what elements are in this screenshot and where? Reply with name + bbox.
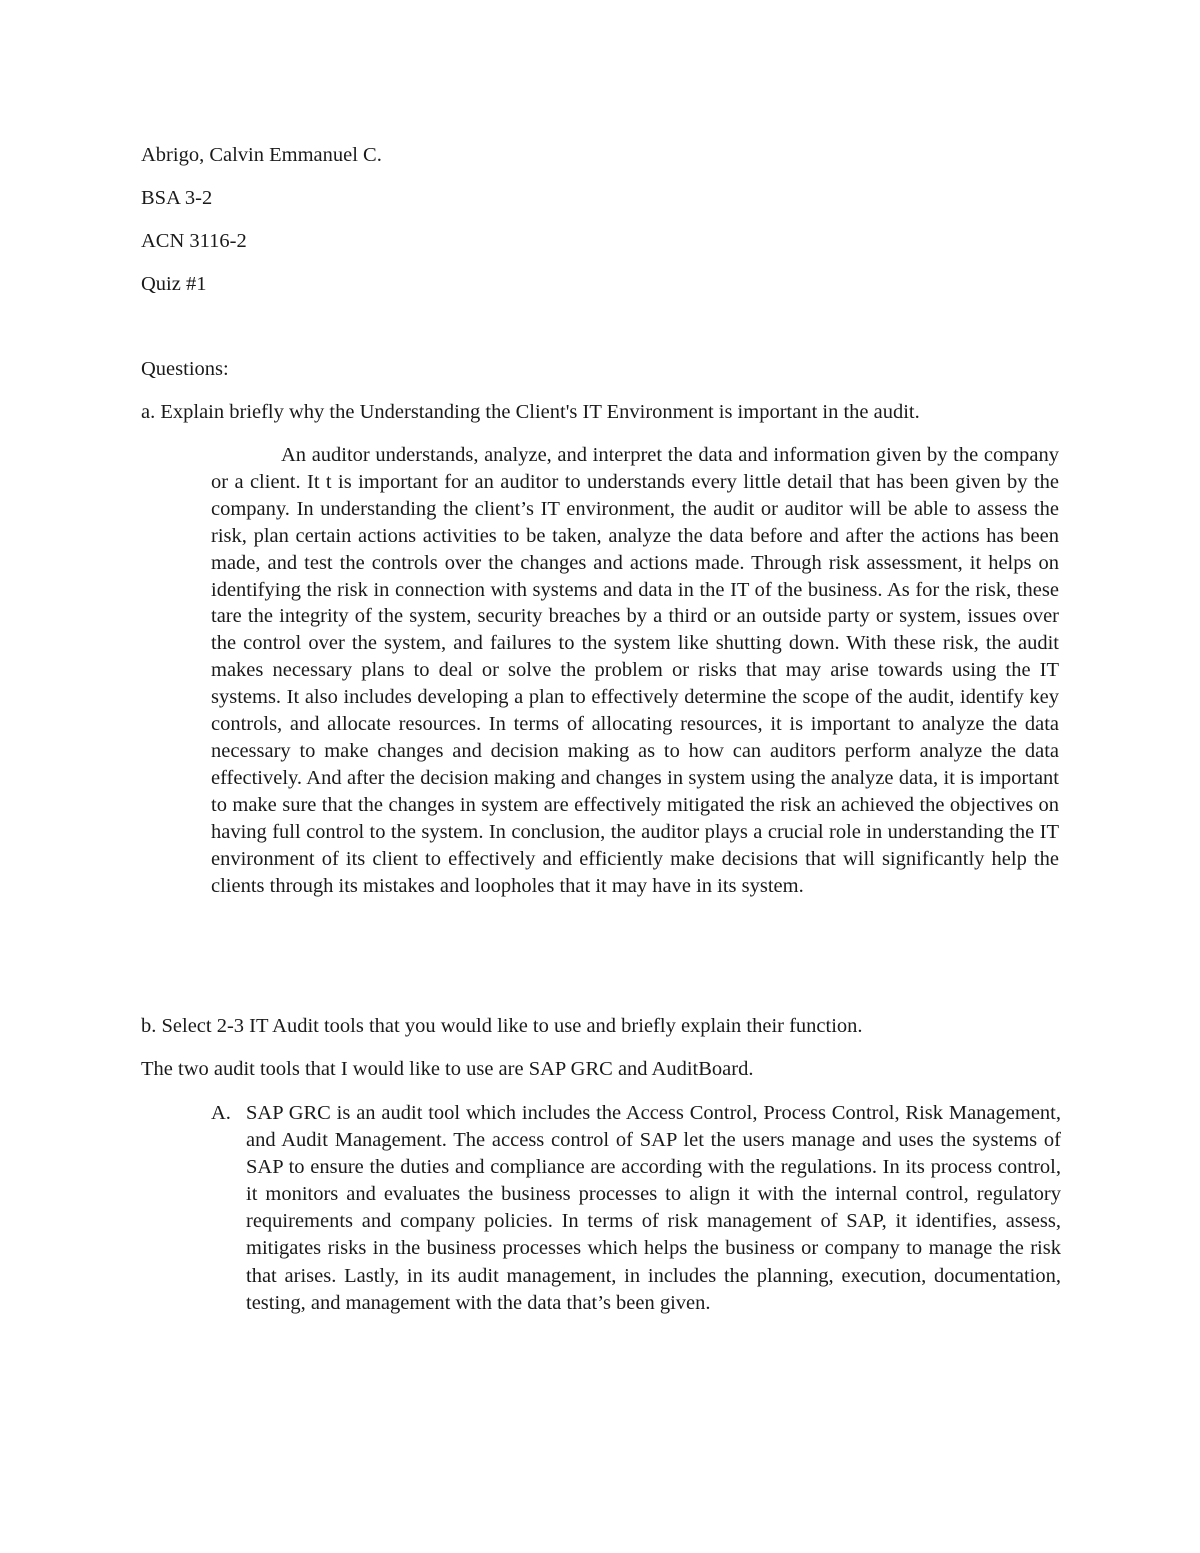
question-b-intro: The two audit tools that I would like to use are SAP GRC and AuditBoard.: [141, 1058, 754, 1080]
question-b-prompt: b. Select 2-3 IT Audit tools that you would like to use and briefly explain their function.: [141, 1015, 863, 1037]
question-a-prompt: a. Explain briefly why the Understanding the Client's IT Environment is important in the audit.: [141, 401, 920, 423]
list-marker: A.: [211, 1102, 231, 1124]
quiz-title: Quiz #1: [141, 273, 207, 295]
questions-label: Questions:: [141, 358, 229, 380]
list-item-text: SAP GRC is an audit tool which includes the Access Control, Process Control, Risk Management, and Audit Management. The access control of SAP let the users manage and uses the systems of SAP to ensure the duties and compliance are according with the regulations. In its process control, it monitors and evaluates the business processes to align it with the internal control, regulatory requirements and company policies. In terms of risk management of SAP, it identifies, assess, mitigates risks in the business processes which helps the business or company to manage the risk that arises. Lastly, in its audit management, in includes the planning, execution, documentation, testing, and management with the data that’s been given.: [246, 1102, 1061, 1314]
question-a-answer: An auditor understands, analyze, and interpret the data and information given by the company or a client. It t is important for an auditor to understands every little detail that has been given by the company. In understanding the client’s IT environment, the audit or auditor will be able to assess the risk, plan certain actions activities to be taken, analyze the data before and after the actions has been made, and test the controls over the changes and actions made. Through risk assessment, it helps on identifying the risk in connection with systems and data in the IT of the business. As for the risk, these tare the integrity of the system, security breaches by a third or an outside party or system, issues over the control over the system, and failures to the system like shutting down. With these risk, the audit makes necessary plans to deal or solve the problem or risks that may arise towards using the IT systems. It also includes developing a plan to effectively determine the scope of the audit, identify key controls, and allocate resources. In terms of allocating resources, it is important to analyze the data necessary to make changes and decision making as to how can auditors perform analyze the data effectively. And after the decision making and changes in system using the analyze data, it is important to make sure that the changes in system are effectively mitigated the risk an achieved the objectives on having full control to the system. In conclusion, the auditor plays a crucial role in understanding the IT environment of its client to effectively and efficiently make decisions that will significantly help the clients through its mistakes and loopholes that it may have in its system.: [211, 444, 1059, 897]
student-name: Abrigo, Calvin Emmanuel C.: [141, 144, 382, 166]
student-section: BSA 3-2: [141, 187, 213, 209]
course-code: ACN 3116-2: [141, 230, 247, 252]
